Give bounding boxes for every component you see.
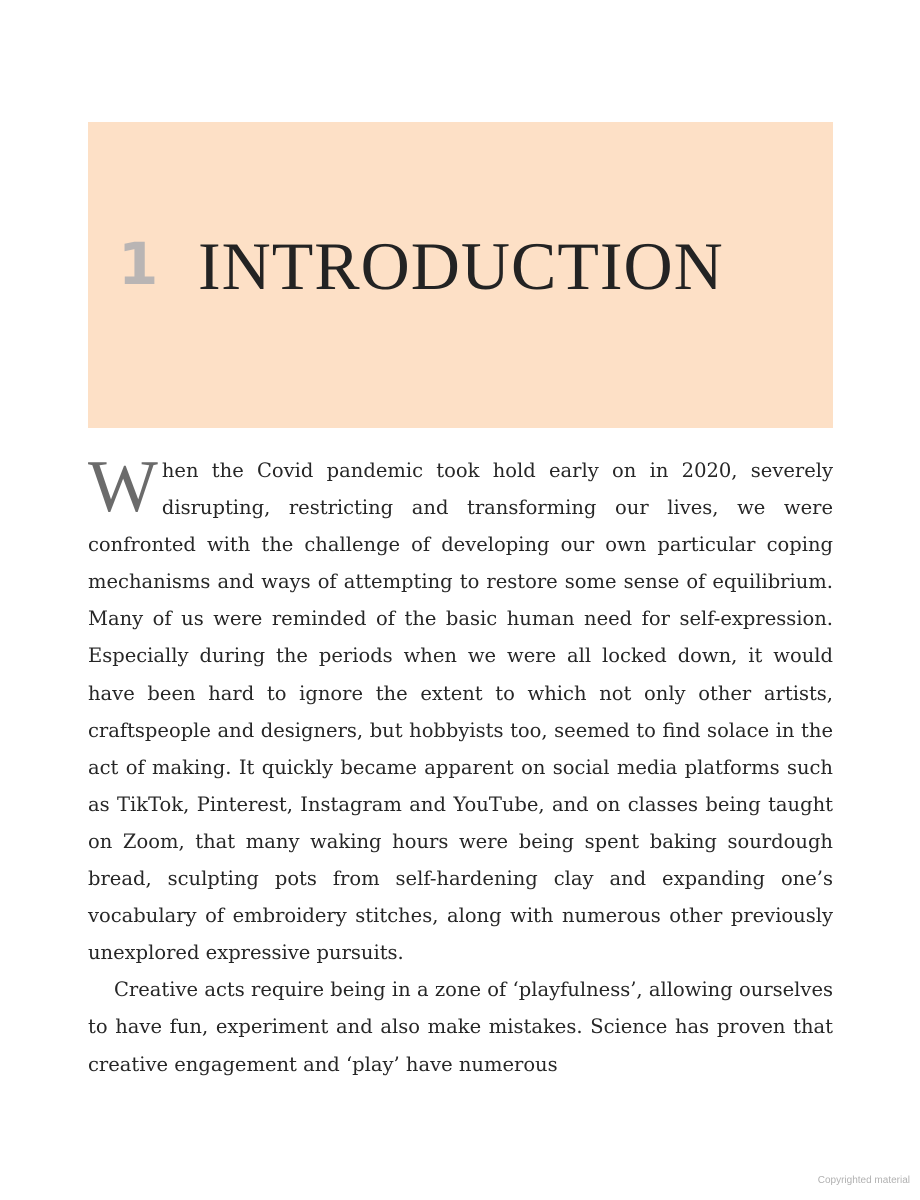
paragraph-2: Creative acts require being in a zone of ‘playfulness’, allowing ourselves to have fun, experiment and also make mistakes. Science has proven that creative engagement and ‘play’ have numerous (88, 978, 833, 1076)
chapter-title: INTRODUCTION (198, 228, 724, 304)
drop-cap: W (88, 446, 158, 528)
body-text (88, 446, 833, 1083)
chapter-number: 1 (118, 230, 159, 298)
chapter-banner (88, 122, 833, 428)
paragraph-1-text: hen the Covid pandemic took hold early on in 2020, severely disrupting, restricting and transforming our lives, we were confronted with the challenge of developing our own particular coping mechanisms and ways of attempting to restore some sense of equilibrium. Many of us were reminded of the basic human need for self-expression. Especially during the periods when we were all locked down, it would have been hard to ignore the extent to which not only other artists, craftspeople and designers, but hobbyists too, seemed to find solace in the act of making. It quickly became apparent on social media platforms such as TikTok, Pinterest, Instagram and YouTube, and on classes being taught on Zoom, that many waking hours were being spent baking sourdough bread, sculpting pots from self-hardening clay and expanding one’s vocabulary of embroidery stitches, along with numerous other previously unexplored expressive pursuits. (88, 459, 833, 965)
paragraph-1 (88, 446, 833, 971)
copyright-notice: Copyrighted material (817, 1175, 910, 1186)
